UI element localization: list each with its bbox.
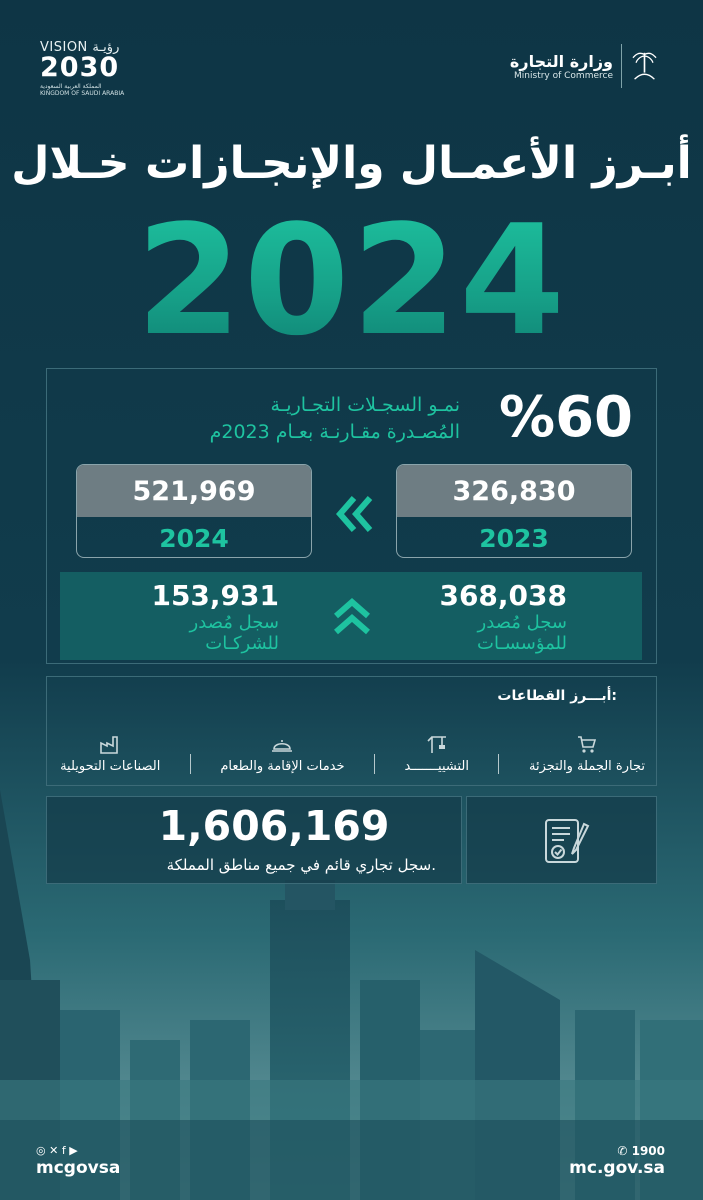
companies-line-2: للشركـات bbox=[205, 633, 279, 654]
factory-icon bbox=[99, 733, 121, 755]
ministry-logo bbox=[510, 44, 661, 88]
instagram-icon[interactable]: ◎ bbox=[36, 1144, 46, 1157]
establishments-line-1: سجل مُصدر bbox=[477, 612, 567, 633]
ministry-name-ar: وزارة التجارة bbox=[509, 51, 613, 71]
year-2024-label: 2024 bbox=[159, 523, 229, 553]
sector-label: تجارة الجملة والتجزئة bbox=[528, 759, 645, 774]
sector-accommodation-food bbox=[220, 733, 344, 774]
vision-year: 2030 bbox=[40, 52, 120, 83]
sector-manufacturing bbox=[60, 733, 160, 774]
divider bbox=[190, 754, 191, 774]
shopping-cart-icon bbox=[576, 733, 598, 755]
social-handle[interactable]: mcgovsa bbox=[36, 1158, 121, 1178]
sectors-title: أبـــرز القطاعات: bbox=[497, 688, 617, 704]
year-2023-label: 2023 bbox=[479, 523, 549, 553]
social-icons bbox=[36, 1144, 78, 1157]
vision-2030-logo bbox=[40, 40, 130, 97]
growth-percent: %60 bbox=[498, 385, 633, 450]
vision-word: VISION رؤيـة bbox=[40, 40, 120, 55]
phone-number[interactable] bbox=[617, 1144, 665, 1158]
year-2024-card bbox=[76, 464, 312, 558]
palm-swords-emblem-icon bbox=[621, 44, 661, 88]
youtube-icon[interactable]: ▶ bbox=[69, 1144, 78, 1157]
total-records-label: سجل تجاري قائم في جميع مناطق المملكة. bbox=[166, 856, 436, 874]
ministry-name-en: Ministry of Commerce bbox=[514, 70, 613, 81]
establishments-value: 368,038 bbox=[439, 579, 567, 612]
vision-country: المملكة العربية السعودية KINGDOM OF SAUDI ARABIA bbox=[40, 83, 125, 97]
divider bbox=[498, 754, 499, 774]
companies-value: 153,931 bbox=[151, 579, 279, 612]
website-link[interactable]: mc.gov.sa bbox=[569, 1158, 665, 1178]
year-2023-value: 326,830 bbox=[397, 465, 631, 517]
headline-year: 2024 bbox=[0, 196, 703, 366]
sectors-list bbox=[60, 714, 645, 774]
sector-construction bbox=[405, 733, 469, 774]
sector-wholesale-retail bbox=[529, 733, 645, 774]
companies-line-1: سجل مُصدر bbox=[189, 612, 279, 633]
companies-count bbox=[151, 580, 279, 654]
year-2023-card bbox=[396, 464, 632, 558]
sector-label: التشييـــــــد bbox=[404, 759, 469, 774]
double-chevron-left-icon bbox=[332, 492, 376, 536]
phone-icon: ✆ bbox=[617, 1144, 628, 1158]
headline: أبـرز الأعمـال والإنجـازات خـلال bbox=[11, 138, 692, 189]
growth-description bbox=[70, 392, 460, 446]
food-service-icon bbox=[271, 733, 293, 755]
growth-line-1: نمـو السجـلات التجـاريـة bbox=[270, 394, 460, 416]
double-chevron-up-icon bbox=[330, 594, 374, 638]
establishments-count bbox=[439, 580, 567, 654]
x-icon[interactable]: ✕ bbox=[49, 1144, 59, 1157]
divider bbox=[374, 754, 375, 774]
sector-label: الصناعات التحويلية bbox=[60, 759, 161, 774]
establishments-line-2: للمؤسسـات bbox=[477, 633, 567, 654]
phone-value: 1900 bbox=[631, 1144, 665, 1158]
document-checkmark-icon bbox=[540, 814, 594, 868]
crane-icon bbox=[426, 733, 448, 755]
total-records-value: 1,606,169 bbox=[158, 802, 390, 850]
growth-line-2: المُصـدرة مقـارنـة بعـام 2023م bbox=[209, 421, 460, 443]
year-2024-value: 521,969 bbox=[77, 465, 311, 517]
sector-label: خدمات الإقامة والطعام bbox=[220, 759, 345, 774]
facebook-icon[interactable]: f bbox=[61, 1144, 66, 1157]
